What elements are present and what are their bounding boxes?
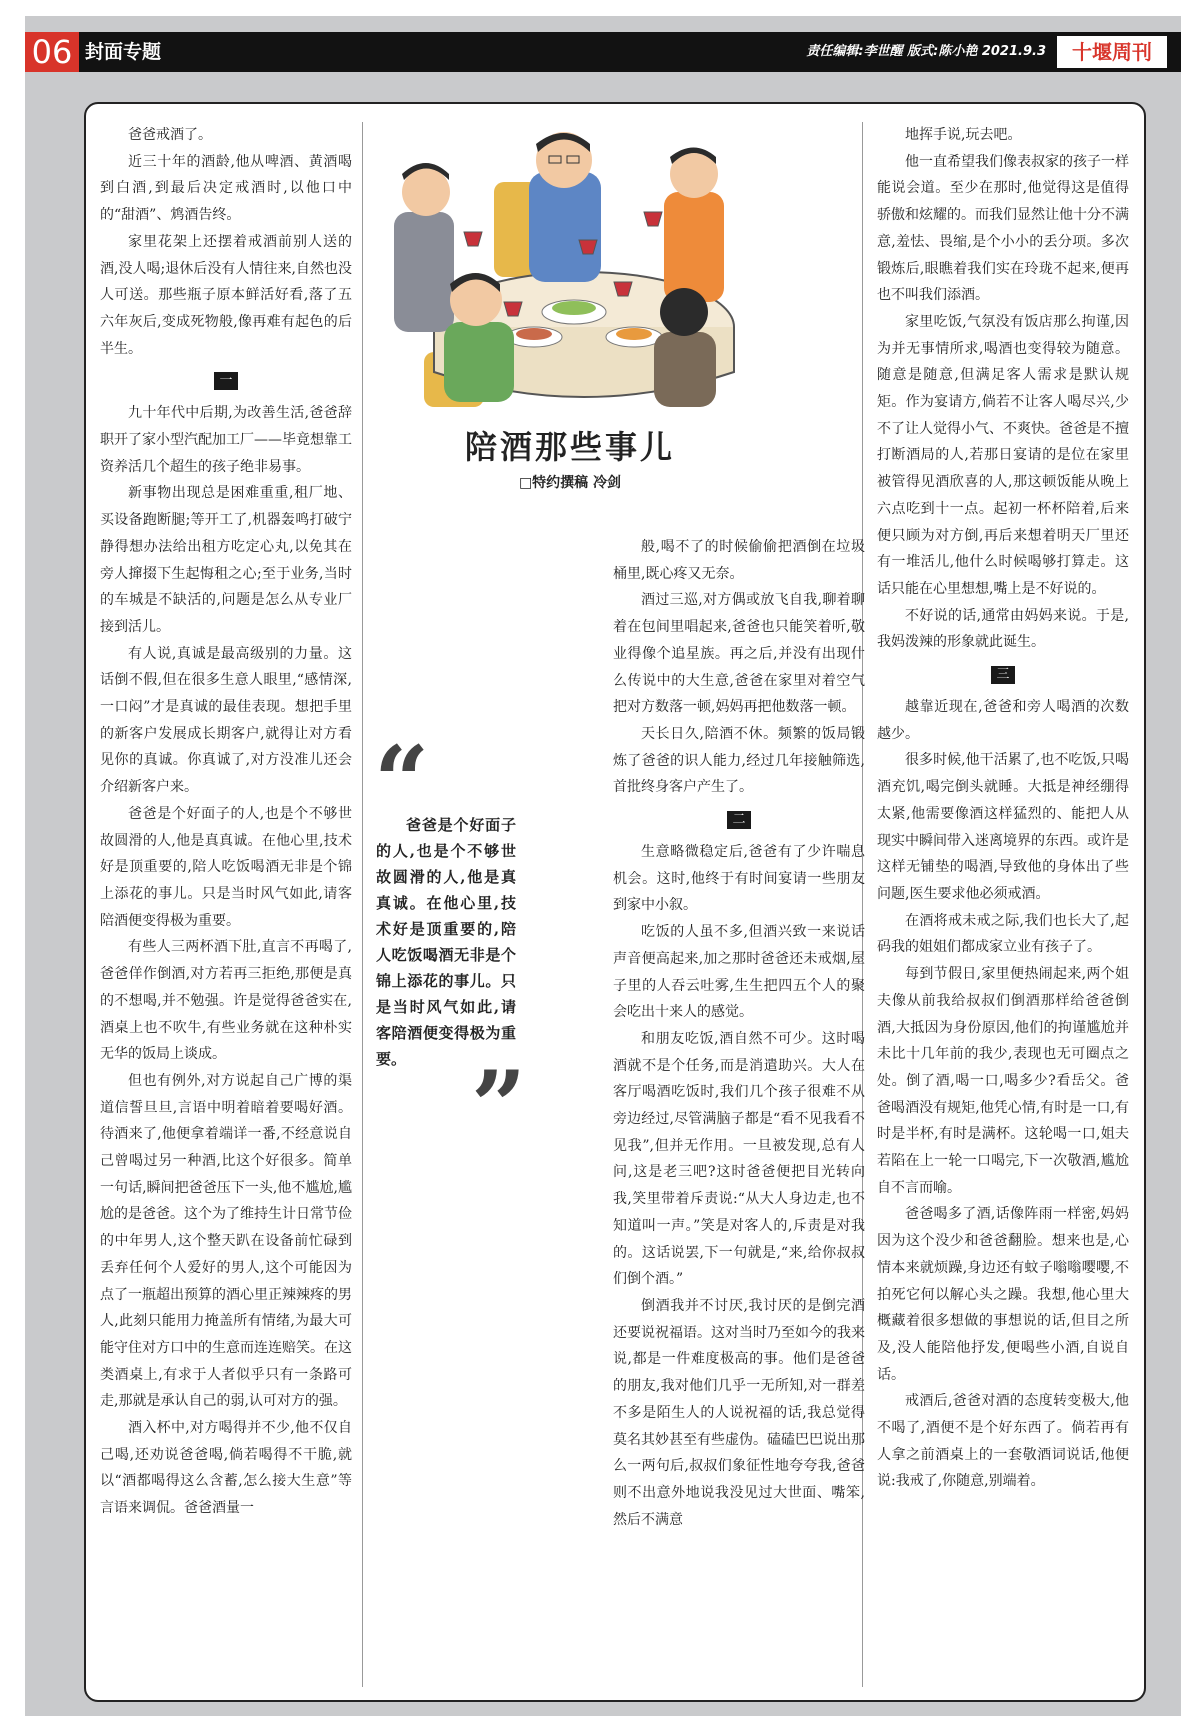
section-marker-one: 一 — [214, 372, 238, 390]
pull-quote: 爸爸是个好面子的人,也是个不够世故圆滑的人,他是真真诚。在他心里,技术好是顶重要的,陪人吃饭喝酒无非是个锦上添花的事儿。只是当时风气如此,请客陪酒便变得极为重要。 — [376, 816, 516, 1068]
paragraph: 般,喝不了的时候偷偷把酒倒在垃圾桶里,既心疼又无奈。 — [613, 539, 865, 582]
publication-logo: 十堰周刊 — [1057, 36, 1167, 68]
article-byline: □特约撰稿 冷剑 — [518, 475, 622, 491]
paragraph: 和朋友吃饭,酒自然不可少。这时喝酒就不是个任务,而是消遣助兴。大人在客厅喝酒吃饭时,我们几个孩子很难不从旁边经过,尽管满脑子都是“看不见我看不见我”,但并无作用。一旦被发现,总有人问,这是老三吧?这时爸爸便把目光转向我,笑里带着斥责说:“从大人身边走,也不知道叫一声。”笑是对客人的,斥责是对我的。这话说罢,下一句就是,“来,给你叔叔们倒个酒。” — [613, 1030, 865, 1288]
column-4 — [877, 122, 1129, 1495]
paragraph: 戒酒后,爸爸对酒的态度转变极大,他不喝了,酒便不是个好东西了。倘若再有人拿之前酒桌上的一套敬酒词说话,他便说:我戒了,你随意,别端着。 — [877, 1393, 1129, 1490]
page-number: 06 — [25, 32, 79, 72]
paragraph: 但也有例外,对方说起自己广博的渠道信誓旦旦,言语中明着暗着要喝好酒。待酒来了,他便拿着端详一番,不经意说自己曾喝过另一种酒,比这个好很多。简单一句话,瞬间把爸爸压下一头,他不尴尬,尴尬的是爸爸。这个为了维持生计日常节俭的中年男人,这个整天趴在设备前忙碌到丢弃任何个人爱好的男人,这个可能因为点了一瓶超出预算的酒心里正辣辣疼的男人,此刻只能用力掩盖所有情绪,为最大可能守住对方口中的生意而连连赔笑。在这类酒桌上,有求于人者似乎只有一条路可走,那就是承认自己的弱,认可对方的强。 — [100, 1072, 352, 1410]
column-1 — [100, 122, 352, 1522]
editor-credits: 责任编辑:李世醒 版式:陈小艳 2021.9.3 — [806, 44, 1046, 59]
paragraph: 新事物出现总是困难重重,租厂地、买设备跑断腿;等开工了,机器轰鸣打破宁静得想办法给出租方吃定心丸,以免其在旁人撺掇下生起悔租之心;至于业务,当时的车城是不缺活的,问题是怎么从专业厂接到活儿。 — [100, 485, 352, 635]
section-marker-two: 二 — [727, 811, 751, 829]
paragraph: 地挥手说,玩去吧。 — [905, 127, 1022, 143]
dinner-table-toast-illustration — [364, 122, 776, 412]
paragraph: 每到节假日,家里便热闹起来,两个姐夫像从前我给叔叔们倒酒那样给爸爸倒酒,大抵因为身份原因,他们的拘谨尴尬并未比十几年前的我少,表现也无可圈点之处。倒了酒,喝一口,喝多少?看岳父。爸爸喝酒没有规矩,他凭心情,有时是一口,有时是半杯,有时是满杯。这轮喝一口,姐夫若陷在上一轮一口喝完,下一次敬酒,尴尬自不言而喻。 — [877, 966, 1129, 1196]
paragraph: 爸爸喝多了酒,话像阵雨一样密,妈妈因为这个没少和爸爸翻脸。想来也是,心情本来就烦躁,身边还有蚊子嗡嗡嘤嘤,不拍死它何以解心头之躁。我想,他心里大概藏着很多想做的事想说的话,但目之所及,没人能陪他抒发,便喝些小酒,自说自话。 — [877, 1206, 1129, 1383]
page-header — [25, 32, 1181, 72]
paragraph: 爸爸是个好面子的人,也是个不够世故圆滑的人,他是真真诚。在他心里,技术好是顶重要的,陪人吃饭喝酒无非是个锦上添花的事儿。只是当时风气如此,请客陪酒便变得极为重要。 — [100, 805, 352, 929]
paragraph: 酒入杯中,对方喝得并不少,他不仅自己喝,还劝说爸爸喝,倘若喝得不干脆,就以“酒都喝得这么含蓄,怎么接大生意”等言语来调侃。爸爸酒量一 — [100, 1420, 352, 1517]
article-title: 陪酒那些事儿 — [464, 428, 675, 466]
article-panel — [84, 102, 1146, 1702]
paragraph: 越靠近现在,爸爸和旁人喝酒的次数越少。 — [877, 699, 1129, 742]
paragraph: 九十年代中后期,为改善生活,爸爸辞职开了家小型汽配加工厂——毕竟想靠工资养活几个超生的孩子绝非易事。 — [100, 405, 352, 475]
paragraph: 不好说的话,通常由妈妈来说。于是,我妈泼辣的形象就此诞生。 — [877, 607, 1129, 651]
quote-open-mark: “ — [374, 725, 430, 838]
paragraph: 酒过三巡,对方偶或放飞自我,聊着聊着在包间里唱起来,爸爸也只能笑着听,敬业得像个追星族。再之后,并没有出现什么传说中的大生意,爸爸在家里对着空气把对方数落一顿,妈妈再把他数落一顿。 — [613, 592, 865, 716]
paragraph: 倒酒我并不讨厌,我讨厌的是倒完酒还要说祝福语。这对当时乃至如今的我来说,都是一件难度极高的事。他们是爸爸的朋友,我对他们几乎一无所知,对一群差不多是陌生人的人说祝福的话,我总觉得莫名其妙甚至有些虚伪。磕磕巴巴说出那么一两句后,叔叔们象征性地夸夸我,爸爸则不出意外地说我没见过大世面、嘴笨,然后不满意 — [613, 1297, 865, 1528]
paragraph: 很多时候,他干活累了,也不吃饭,只喝酒充饥,喝完倒头就睡。大抵是神经绷得太紧,他需要像酒这样猛烈的、能把人从现实中瞬间带入迷离境界的东西。或许是这样无铺垫的喝酒,导致他的身体出了些问题,医生要求他必须戒酒。 — [877, 752, 1129, 902]
paragraph: 在酒将戒未戒之际,我们也长大了,起码我的姐姐们都成家立业有孩子了。 — [877, 912, 1129, 956]
paragraph: 家里吃饭,气氛没有饭店那么拘谨,因为并无事情所求,喝酒也变得较为随意。随意是随意,但满足客人需求是默认规矩。作为宴请方,倘若不让客人喝尽兴,少不了让人觉得小气、不爽快。爸爸是不擅打断酒局的人,若那日宴请的是位在家里被管得见酒欣喜的人,那这顿饭能从晚上六点吃到十一点。起初一杯杯陪着,后来便只顾为对方倒,再后来想着明天厂里还有一堆活儿,他什么时候喝够打算走。这话只能在心里想想,嘴上是不好说的。 — [877, 313, 1129, 597]
column-3 — [613, 534, 865, 1533]
paragraph: 近三十年的酒龄,他从啤酒、黄酒喝到白酒,到最后决定戒酒时,以他口中的“甜酒”、鸩酒告终。 — [100, 153, 352, 224]
paragraph: 有人说,真诚是最高级别的力量。这话倒不假,但在很多生意人眼里,“感情深,一口闷”才是真诚的最佳表现。想把手里的新客户发展成长期客户,就得让对方看见你的真诚。你真诚了,对方没准儿还会介绍新客户来。 — [100, 645, 352, 796]
section-title: 封面专题 — [85, 41, 162, 63]
paragraph: 爸爸戒酒了。 — [128, 127, 212, 143]
column-divider — [362, 122, 363, 1687]
paragraph: 他一直希望我们像表叔家的孩子一样能说会道。至少在那时,他觉得这是值得骄傲和炫耀的。而我们显然让他十分不满意,羞怯、畏缩,是个小小的丢分项。多次锻炼后,眼瞧着我们实在玲珑不起来,便再也不叫我们添酒。 — [877, 153, 1129, 304]
paragraph: 生意略微稳定后,爸爸有了少许喘息机会。这时,他终于有时间宴请一些朋友到家中小叙。 — [613, 844, 865, 914]
paragraph: 家里花架上还摆着戒酒前别人送的酒,没人喝;退休后没有人情往来,自然也没人可送。那些瓶子原本鲜活好看,落了五六年灰后,变成死物般,像再难有起色的后半生。 — [100, 233, 352, 357]
paragraph: 天长日久,陪酒不休。频繁的饭局锻炼了爸爸的识人能力,经过几年接触筛选,首批终身客户产生了。 — [613, 725, 865, 796]
paragraph: 吃饭的人虽不多,但酒兴致一来说话声音便高起来,加之那时爸爸还未戒烟,屋子里的人吞云吐雾,生生把四五个人的聚会吃出十来人的感觉。 — [613, 924, 865, 1021]
section-marker-three: 三 — [991, 666, 1015, 684]
quote-close-mark: ” — [471, 1050, 527, 1163]
paragraph: 有些人三两杯酒下肚,直言不再喝了,爸爸佯作倒酒,对方若再三拒绝,那便是真的不想喝,并不勉强。许是觉得爸爸实在,酒桌上也不吹牛,有些业务就在这种朴实无华的饭局上谈成。 — [100, 939, 352, 1063]
